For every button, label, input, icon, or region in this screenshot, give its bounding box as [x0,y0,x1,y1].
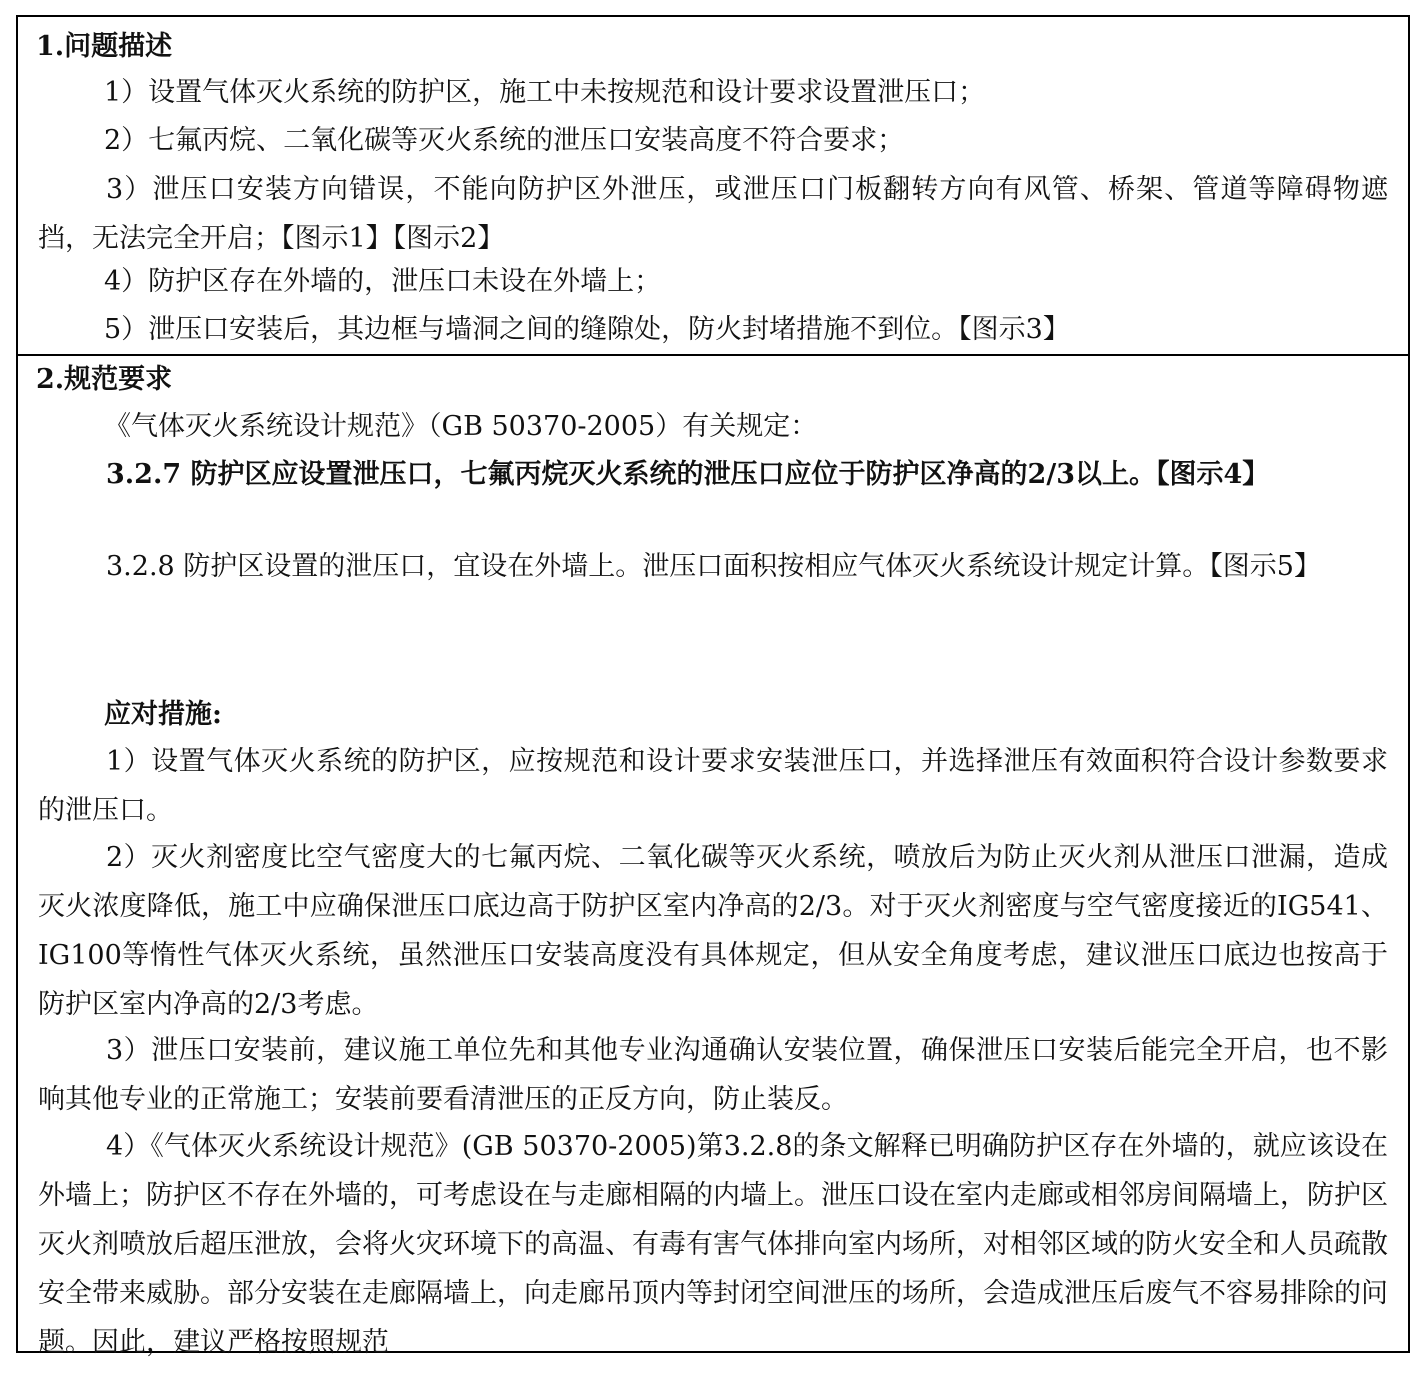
measures-title: 应对措施: [104,699,222,730]
standard-intro: 《气体灭火系统设计规范》（GB 50370-2005）有关规定： [104,411,818,442]
clause-3-2-7: 3.2.7 防护区应设置泄压口，七氟丙烷灭火系统的泄压口应位于防护区净高的2/3以上。【图示4】 [106,459,1270,490]
clause-3-2-8: 3.2.8 防护区设置的泄压口，宜设在外墙上。泄压口面积按相应气体灭火系统设计规定计算。【图示5】 [106,551,1321,582]
measure-4: 4）《气体灭火系统设计规范》(GB 50370-2005)第3.2.8的条文解释已明确防护区存在外墙的，就应该设在外墙上；防护区不存在外墙的，可考虑设在与走廊相隔的内墙上。泄压口设在室内走廊或相邻房间隔墙上，防护区灭火剂喷放后超压泄放，会将火灾环境下的高温、有毒有害气体排向室内场所，对相邻区域的防火安全和人员疏散安全带来威胁。部分安装在走廊隔墙上，向走廊吊顶内等封闭空间泄压的场所，会造成泄压后废气不容易排除的问题。因此，建议严格按照规范 [38,1131,1388,1358]
section1-item-5: 5）泄压口安装后，其边框与墙洞之间的缝隙处，防火封堵措施不到位。【图示3】 [104,314,1070,345]
section1-item-4: 4）防护区存在外墙的，泄压口未设在外墙上； [104,266,662,297]
measure-3: 3）泄压口安装前，建议施工单位先和其他专业沟通确认安装位置，确保泄压口安装后能完全开启，也不影响其他专业的正常施工；安装前要看清泄压的正反方向，防止装反。 [38,1035,1388,1115]
section1-title: 1.问题描述 [36,31,173,62]
section1-item-3: 3）泄压口安装方向错误，不能向防护区外泄压，或泄压口门板翻转方向有风管、桥架、管道等障碍物遮挡，无法完全开启；【图示1】【图示2】 [38,174,1388,254]
section-divider [18,354,1408,356]
document-table [16,15,1410,1358]
section1-item-2: 2）七氟丙烷、二氧化碳等灭火系统的泄压口安装高度不符合要求； [104,125,905,156]
measure-1: 1）设置气体灭火系统的防护区，应按规范和设计要求安装泄压口，并选择泄压有效面积符合设计参数要求的泄压口。 [38,746,1388,826]
section1-item-1: 1）设置气体灭火系统的防护区，施工中未按规范和设计要求设置泄压口； [104,77,986,108]
measure-2: 2）灭火剂密度比空气密度大的七氟丙烷、二氧化碳等灭火系统，喷放后为防止灭火剂从泄压口泄漏，造成灭火浓度降低，施工中应确保泄压口底边高于防护区室内净高的2/3。对于灭火剂密度与空气密度接近的IG541、IG100等惰性气体灭火系统，虽然泄压口安装高度没有具体规定，但从安全角度考虑，建议泄压口底边也按高于防护区室内净高的2/3考虑。 [38,842,1388,1020]
section2-title: 2.规范要求 [36,364,173,395]
